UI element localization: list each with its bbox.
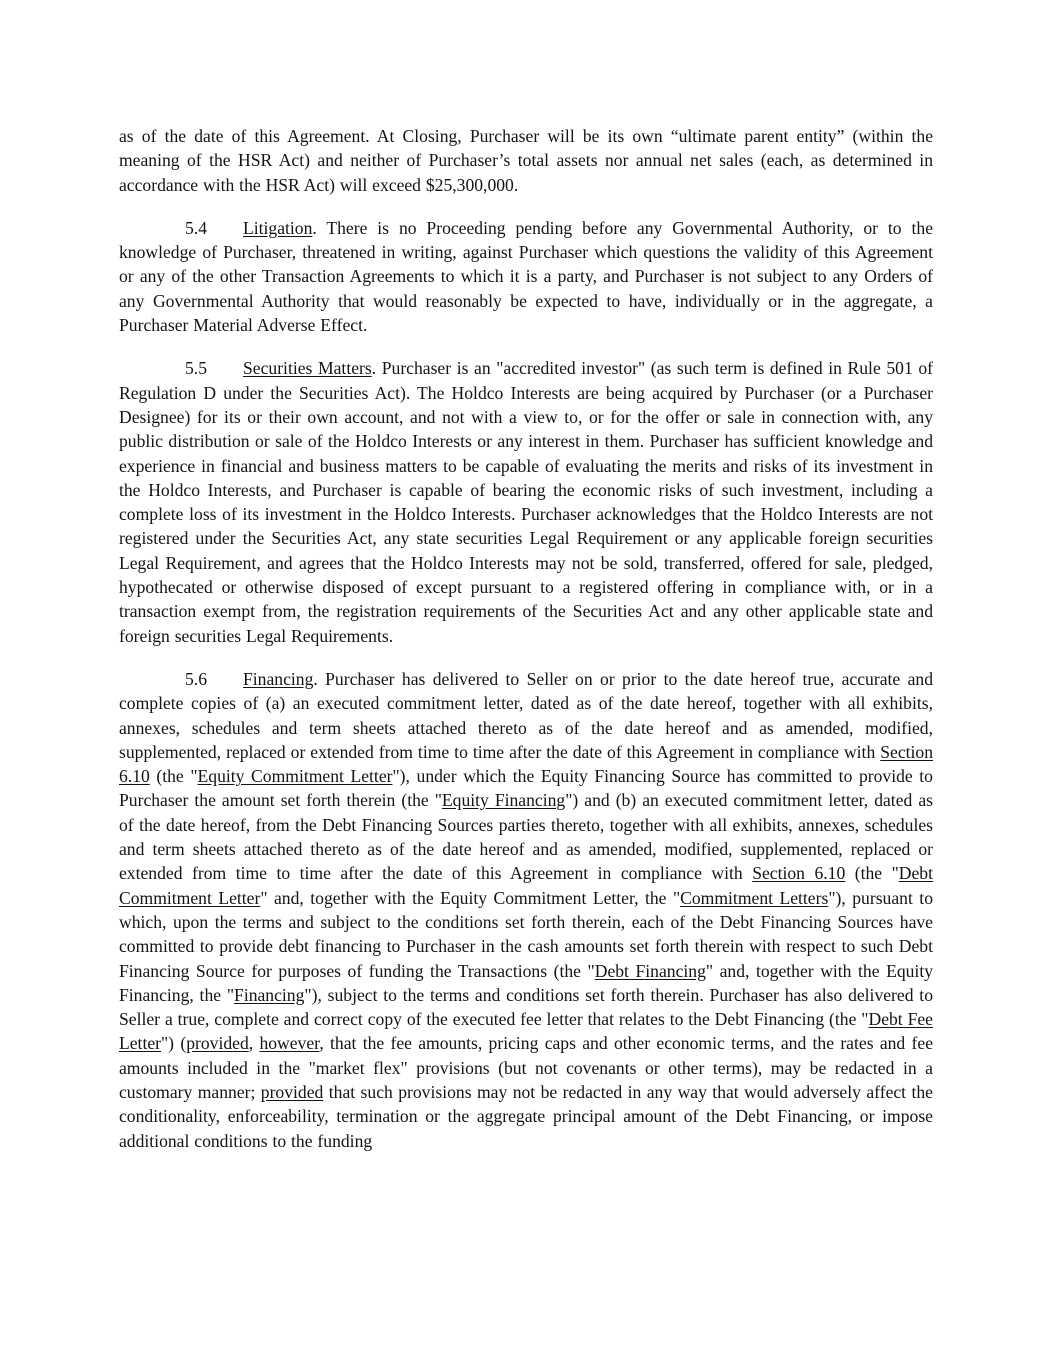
underlined-term: Debt Commitment Letter [119, 863, 933, 908]
underlined-term: provided [260, 1081, 324, 1102]
text-run: "), subject to the terms and conditions set forth therein. Purchaser has also delivered to Seller a true, complete and correct copy of the executed fee letter that relates to the Debt Financing (the " [119, 984, 933, 1030]
text-block [119, 124, 933, 1172]
underlined-term: Section 6.10 [752, 863, 846, 884]
underlined-term: Equity Commitment Letter [197, 766, 393, 787]
text-run: "), under which the Equity Financing Source has committed to provide to Purchaser the amount set forth therein (the " [119, 766, 933, 811]
section-number: 5.6 [185, 668, 207, 689]
section-paragraph-5-5 [119, 356, 933, 648]
text-run: that such provisions may not be redacted in any way that would adversely affect the conditionality, enforceability, termination or the aggregate principal amount of the Debt Financing, or impose additional conditions to the funding [119, 1081, 933, 1151]
underlined-term: Financing [234, 984, 305, 1005]
text-run: " and, together with the Equity Financing, the " [119, 960, 934, 1005]
underlined-term: Commitment Letters [680, 887, 829, 908]
underlined-term: Section 6.10 [119, 741, 933, 787]
section-number: 5.5 [185, 358, 207, 379]
section-number: 5.4 [185, 217, 207, 238]
text-run: . Purchaser is an "accredited investor" (as such term is defined in Rule 501 of Regulation D under the Securities Act). The Holdco Interests are being acquired by Purchaser (or a Purchaser Designee) for its or their own account, and not with a view to, or for the offer or sale in connection with, any public distribution or sale of the Holdco Interests or any interest in them. Purchaser has sufficient knowledge and experience in financial and business matters to be capable of evaluating the merits and risks of its investment in the Holdco Interests, and Purchaser is capable of bearing the economic risks of such investment, including a complete loss of its investment in the Holdco Interests. Purchaser acknowledges that the Holdco Interests are not registered under the Securities Act, any state securities Legal Requirement or any applicable foreign securities Legal Requirement, and agrees that the Holdco Interests may not be sold, transferred, offered for sale, pledged, hypothecated or otherwise disposed of except pursuant to a registered offering in compliance with, or in a transaction exempt from, the registration requirements of the Securities Act and any other applicable state and foreign securities Legal Requirements. [119, 358, 933, 646]
text-run: "), pursuant to which, upon the terms and subject to the conditions set forth therein, each of the Debt Financing Sources have committed to provide debt financing to Purchaser in the cash amounts set forth therein with respect to such Debt Financing Source for purposes of funding the Transactions (the " [119, 887, 933, 981]
section-paragraph-5-4 [119, 216, 933, 337]
text-run: (the " [149, 766, 198, 787]
underlined-term: however [259, 1033, 320, 1054]
continuation-paragraph [119, 124, 933, 197]
underlined-term: Debt Financing [594, 960, 706, 981]
text-run: as of the date of this Agreement. At Closing, Purchaser will be its own “ultimate parent entity” (within the meaning of the HSR Act) and neither of Purchaser’s total assets nor annual net sales (each, as determined in accordance with the HSR Act) will exceed $25,300,000. [119, 126, 933, 195]
section-paragraph-5-6 [119, 667, 933, 1153]
underlined-term: Securities Matters [243, 358, 372, 379]
text-run: , that the fee amounts, pricing caps and other economic terms, and the rates and fee amounts included in the "market flex" provisions (but not covenants or other terms), may be redacted in a customary manner; [119, 1033, 934, 1102]
text-run: ") ( [161, 1033, 187, 1054]
text-run: " and, together with the Equity Commitment Letter, the " [260, 887, 681, 908]
underlined-term: Equity Financing [441, 790, 566, 811]
text-run: . Purchaser has delivered to Seller on or prior to the date hereof true, accurate and complete copies of (a) an executed commitment letter, dated as of the date hereof, together with all exhibits, annexes, schedules and term sheets attached thereto as of the date hereof and as amended, modified, supplemented, replaced or extended from time to time after the date of this Agreement in compliance with [119, 668, 933, 762]
text-run: . There is no Proceeding pending before any Governmental Authority, or to the knowledge of Purchaser, threatened in writing, against Purchaser which questions the validity of this Agreement or any of the other Transaction Agreements to which it is a party, and Purchaser is not subject to any Orders of any Governmental Authority that would reasonably be expected to have, individually or in the aggregate, a Purchaser Material Adverse Effect. [119, 217, 933, 336]
text-run: ") and (b) an executed commitment letter, dated as of the date hereof, from the Debt Financing Sources parties thereto, together with all exhibits, annexes, schedules and term sheets attached thereto as of the date hereof and as amended, modified, supplemented, replaced or extended from time to time after the date of this Agreement in compliance with [119, 790, 933, 884]
text-run: (the " [845, 863, 899, 884]
underlined-term: Financing [243, 668, 314, 689]
underlined-term: provided [186, 1033, 249, 1054]
text-run: , [248, 1033, 260, 1054]
underlined-term: Debt Fee Letter [119, 1009, 933, 1054]
underlined-term: Litigation [243, 217, 313, 238]
